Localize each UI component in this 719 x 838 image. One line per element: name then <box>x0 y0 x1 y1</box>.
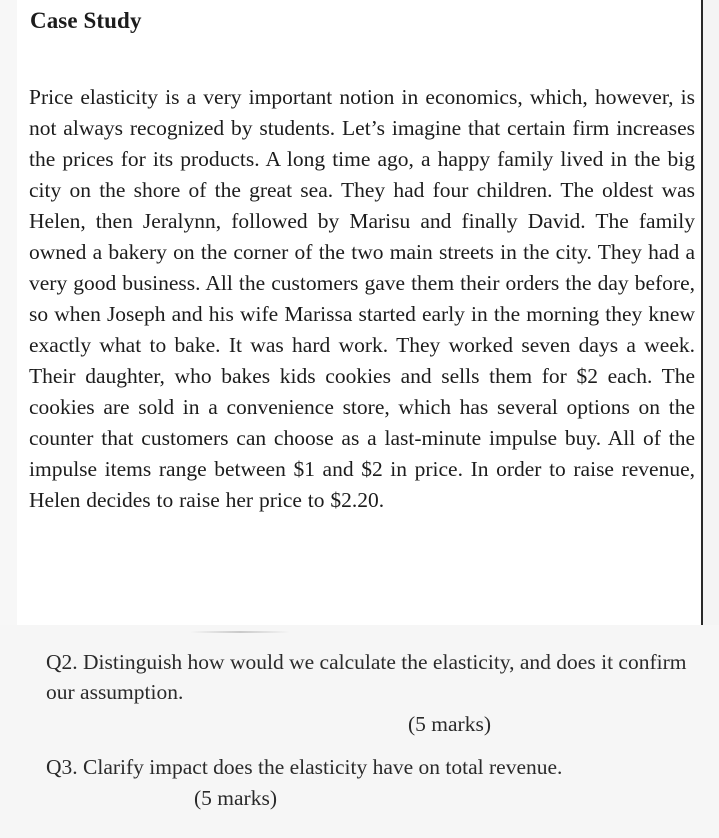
questions-sheet <box>0 625 719 838</box>
question-3-text: Q3. Clarify impact does the elasticity have on total revenue. <box>46 755 563 779</box>
question-3-marks: (5 marks) <box>194 786 277 810</box>
case-study-passage: Price elasticity is a very important notion in economics, which, however, is not always recognized by students. Let’s imagine that certain firm increases the prices for its products. A long time ago, a happy family lived in the big city on the shore of the great sea. They had four children. The oldest was Helen, then Jeralynn, followed by Marisu and finally David. The family owned a bakery on the corner of the two main streets in the city. They had a very good business. All the customers gave them their orders the day before, so when Joseph and his wife Marissa started early in the morning they knew exactly what to bake. It was hard work. They worked seven days a week. Their daughter, who bakes kids cookies and sells them for $2 each. The cookies are sold in a convenience store, which has several options on the counter that customers can choose as a last-minute impulse buy. All of the impulse items range between $1 and $2 in price. In order to raise revenue, Helen decides to raise her price to $2.20. <box>29 85 695 512</box>
question-2-marks: (5 marks) <box>408 712 491 736</box>
case-study-sheet <box>17 0 703 625</box>
question-2-text: Q2. Distinguish how would we calculate the elasticity, and does it confirm our assumption. <box>46 650 687 704</box>
case-study-title: Case Study <box>30 8 142 33</box>
paper-mark <box>190 631 290 633</box>
